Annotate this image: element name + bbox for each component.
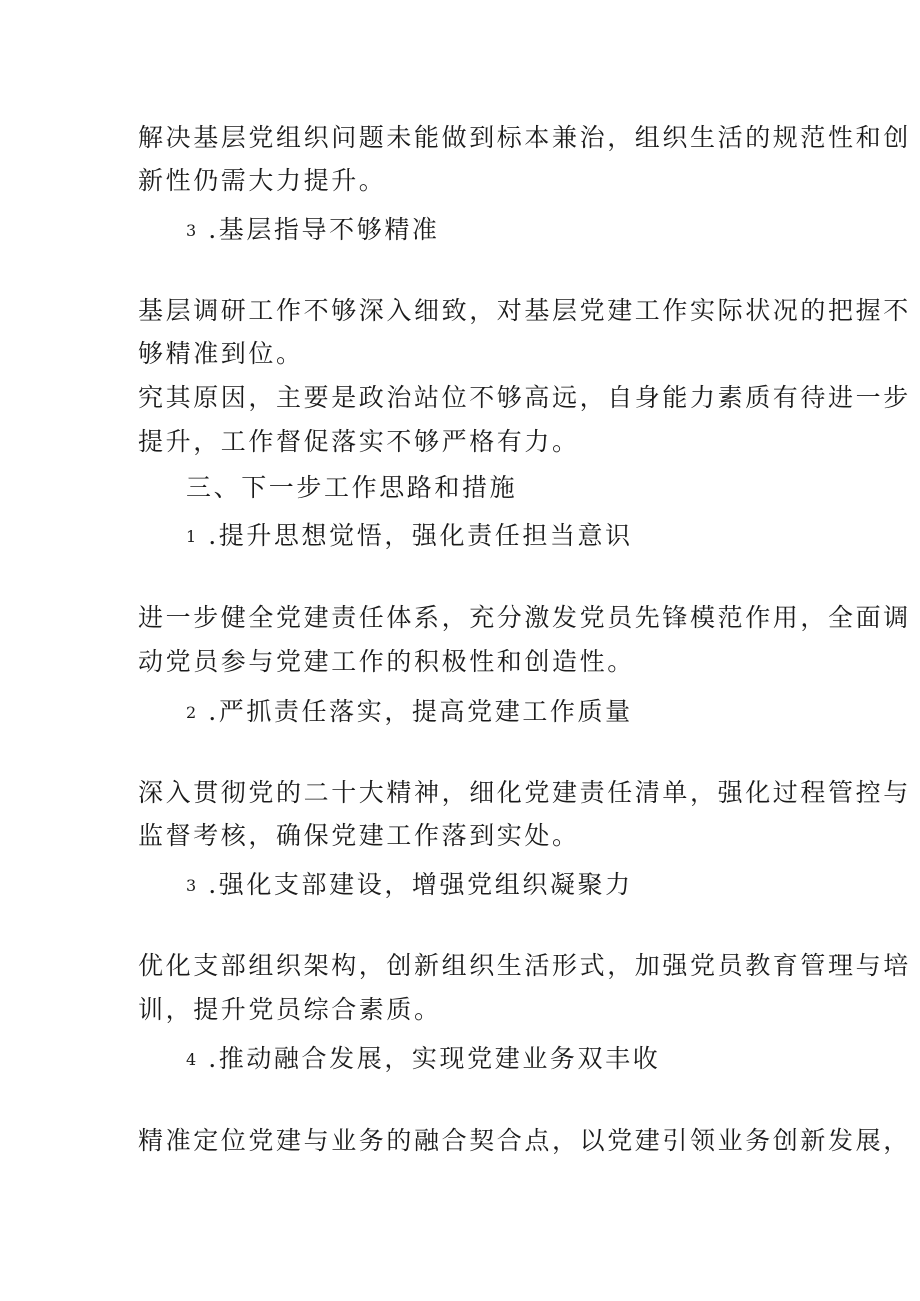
item-number: 2 bbox=[186, 703, 197, 722]
item-heading-3 bbox=[186, 869, 633, 902]
paragraph-line: 提升，工作督促落实不够严格有力。 bbox=[138, 427, 580, 456]
paragraph-line: 精准定位党建与业务的融合契合点，以党建引领业务创新发展， bbox=[138, 1126, 911, 1155]
paragraph-line: 训，提升党员综合素质。 bbox=[138, 995, 442, 1024]
subheading-3-guidance bbox=[186, 214, 440, 247]
paragraph-line: 解决基层党组织问题未能做到标本兼治，组织生活的规范性和创 bbox=[138, 123, 911, 152]
paragraph-line: 够精准到位。 bbox=[138, 339, 304, 368]
item-heading-2 bbox=[186, 696, 633, 729]
paragraph-line: 深入贯彻党的二十大精神，细化党建责任清单，强化过程管控与 bbox=[138, 778, 911, 807]
paragraph-line: 动党员参与党建工作的积极性和创造性。 bbox=[138, 647, 635, 676]
paragraph-line: 新性仍需大力提升。 bbox=[138, 166, 387, 195]
paragraph-line: 基层调研工作不够深入细致，对基层党建工作实际状况的把握不 bbox=[138, 296, 911, 325]
section-heading-3: 三、下一步工作思路和措施 bbox=[186, 473, 518, 502]
subheading-number: 3 bbox=[186, 221, 197, 240]
subheading-text: .基层指导不够精准 bbox=[208, 215, 440, 244]
paragraph-line: 优化支部组织架构，创新组织生活形式，加强党员教育管理与培 bbox=[138, 951, 911, 980]
item-heading-1 bbox=[186, 520, 633, 553]
paragraph-line: 究其原因，主要是政治站位不够高远，自身能力素质有待进一步 bbox=[138, 383, 911, 412]
item-heading-4 bbox=[186, 1043, 660, 1076]
item-text: .强化支部建设，增强党组织凝聚力 bbox=[208, 870, 633, 899]
item-text: .提升思想觉悟，强化责任担当意识 bbox=[208, 521, 633, 550]
item-number: 1 bbox=[186, 527, 197, 546]
item-text: .严抓责任落实，提高党建工作质量 bbox=[208, 697, 633, 726]
item-number: 4 bbox=[186, 1050, 197, 1069]
item-number: 3 bbox=[186, 876, 197, 895]
paragraph-line: 进一步健全党建责任体系，充分激发党员先锋模范作用，全面调 bbox=[138, 603, 911, 632]
paragraph-line: 监督考核，确保党建工作落到实处。 bbox=[138, 821, 580, 850]
item-text: .推动融合发展，实现党建业务双丰收 bbox=[208, 1044, 661, 1073]
